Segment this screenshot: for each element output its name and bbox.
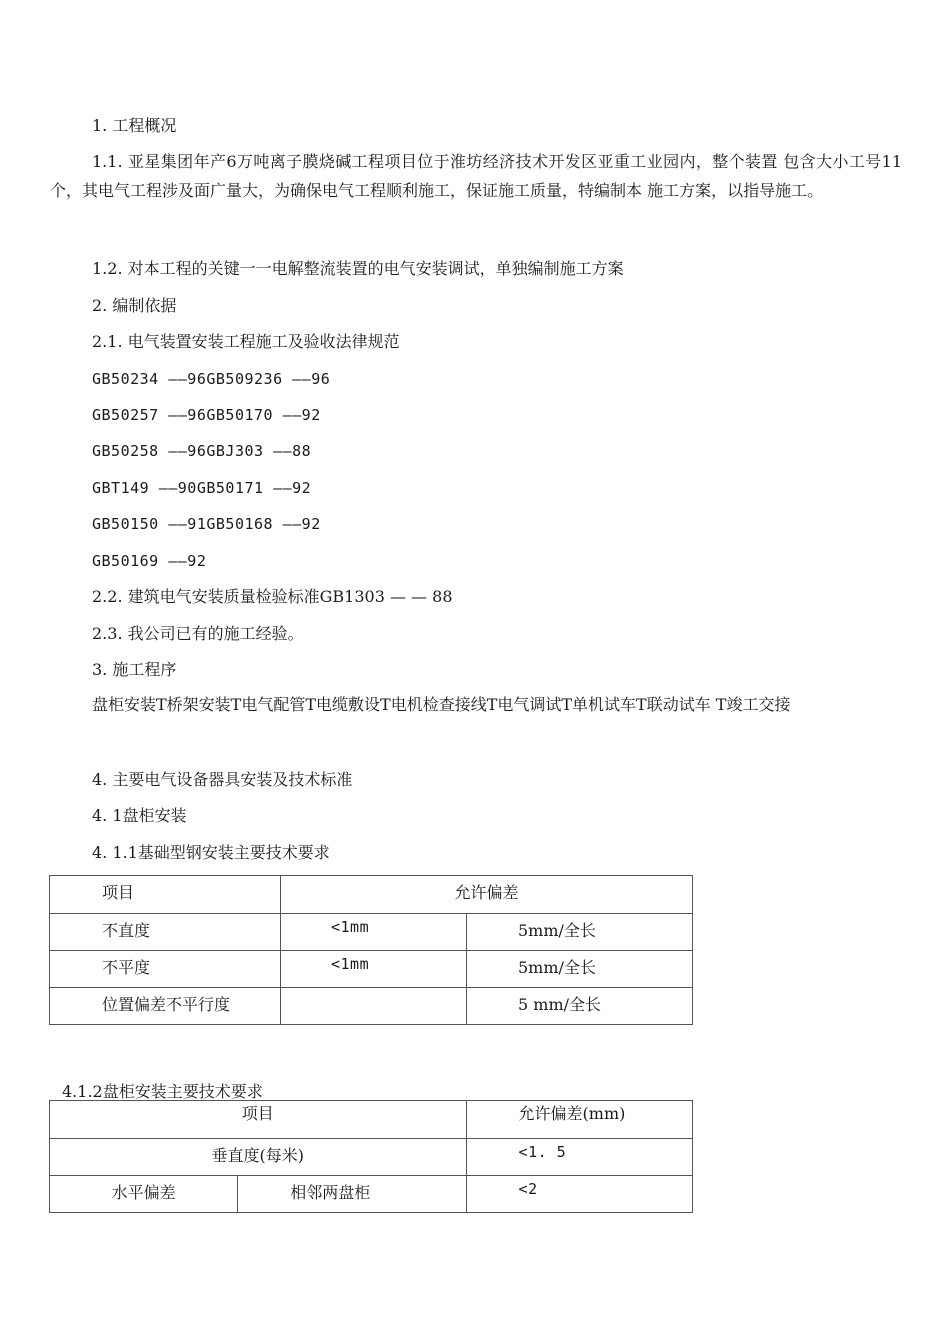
standard-line: GB50234 ——96GB509236 ——96 (92, 370, 331, 388)
table-row (50, 988, 693, 1025)
table-cell: <2 (466, 1176, 692, 1213)
table-row (50, 914, 693, 951)
table-cell: 5mm/全长 (467, 914, 693, 951)
section-1-1-paragraph: 1.1. 亚星集团年产6万吨离子膜烧碱工程项目位于淮坊经济技术开发区亚重工业园内，整个装置 包含大小工号11个，其电气工程涉及面广量大，为确保电气工程顺利施工，保证施工质量，特编制本 施工方案，以指导施工。 (50, 152, 902, 200)
table-row (50, 1139, 693, 1176)
table-cell (281, 988, 467, 1025)
section-4-1-2-heading: 4.1.2盘柜安装主要技术要求 (62, 1082, 263, 1101)
table-cell: <1. 5 (466, 1139, 692, 1176)
section-1-title: 1. 工程概况 (92, 116, 177, 135)
table-cell: 相邻两盘柜 (238, 1176, 466, 1213)
section-2-title: 2. 编制依据 (92, 296, 177, 315)
standard-line: GBT149 ——90GB50171 ——92 (92, 479, 312, 497)
cabinet-installation-tolerance-table (49, 1100, 693, 1213)
section-4-1-1-heading: 4. 1.1基础型钢安装主要技术要求 (92, 843, 330, 862)
section-2-1-heading: 2.1. 电气装置安装工程施工及验收法律规范 (92, 332, 400, 351)
section-3-body: 盘柜安装T桥架安装T电气配管T电缆敷设T电机检查接线T电气调试T单机试车T联动试车 T竣工交接 (92, 695, 791, 714)
table-cell: 不平度 (50, 951, 281, 988)
table-cell: 垂直度(每米) (50, 1139, 467, 1176)
standard-line: GB50257 ——96GB50170 ——92 (92, 406, 321, 424)
section-2-3-paragraph: 2.3. 我公司已有的施工经验。 (92, 624, 304, 643)
standard-line: GB50258 ——96GBJ303 ——88 (92, 442, 312, 460)
table-header-cell: 项目 (50, 1101, 467, 1139)
foundation-steel-tolerance-table (49, 875, 693, 1025)
standard-line: GB50169 ——92 (92, 552, 207, 570)
table-header-cell: 允许偏差(mm) (466, 1101, 692, 1139)
section-4-title: 4. 主要电气设备器具安装及技术标准 (92, 770, 353, 789)
section-4-1-heading: 4. 1盘柜安装 (92, 806, 187, 825)
table-header-cell: 项目 (50, 876, 281, 914)
table-cell: 不直度 (50, 914, 281, 951)
table-cell: <1mm (281, 951, 467, 988)
table-row (50, 951, 693, 988)
standard-line: GB50150 ——91GB50168 ——92 (92, 515, 321, 533)
table-cell: 位置偏差不平行度 (50, 988, 281, 1025)
section-3-title: 3. 施工程序 (92, 660, 177, 679)
table-cell: 水平偏差 (50, 1176, 238, 1213)
table-row (50, 1176, 693, 1213)
table-cell: 5 mm/全长 (467, 988, 693, 1025)
table-header-cell: 允许偏差 (281, 876, 693, 914)
section-1-2-paragraph: 1.2. 对本工程的关键一一电解整流装置的电气安装调试，单独编制施工方案 (92, 259, 624, 278)
section-2-2-paragraph: 2.2. 建筑电气安装质量检验标准GB1303 — — 88 (92, 587, 453, 606)
table-cell: 5mm/全长 (467, 951, 693, 988)
table-cell: <1mm (281, 914, 467, 951)
